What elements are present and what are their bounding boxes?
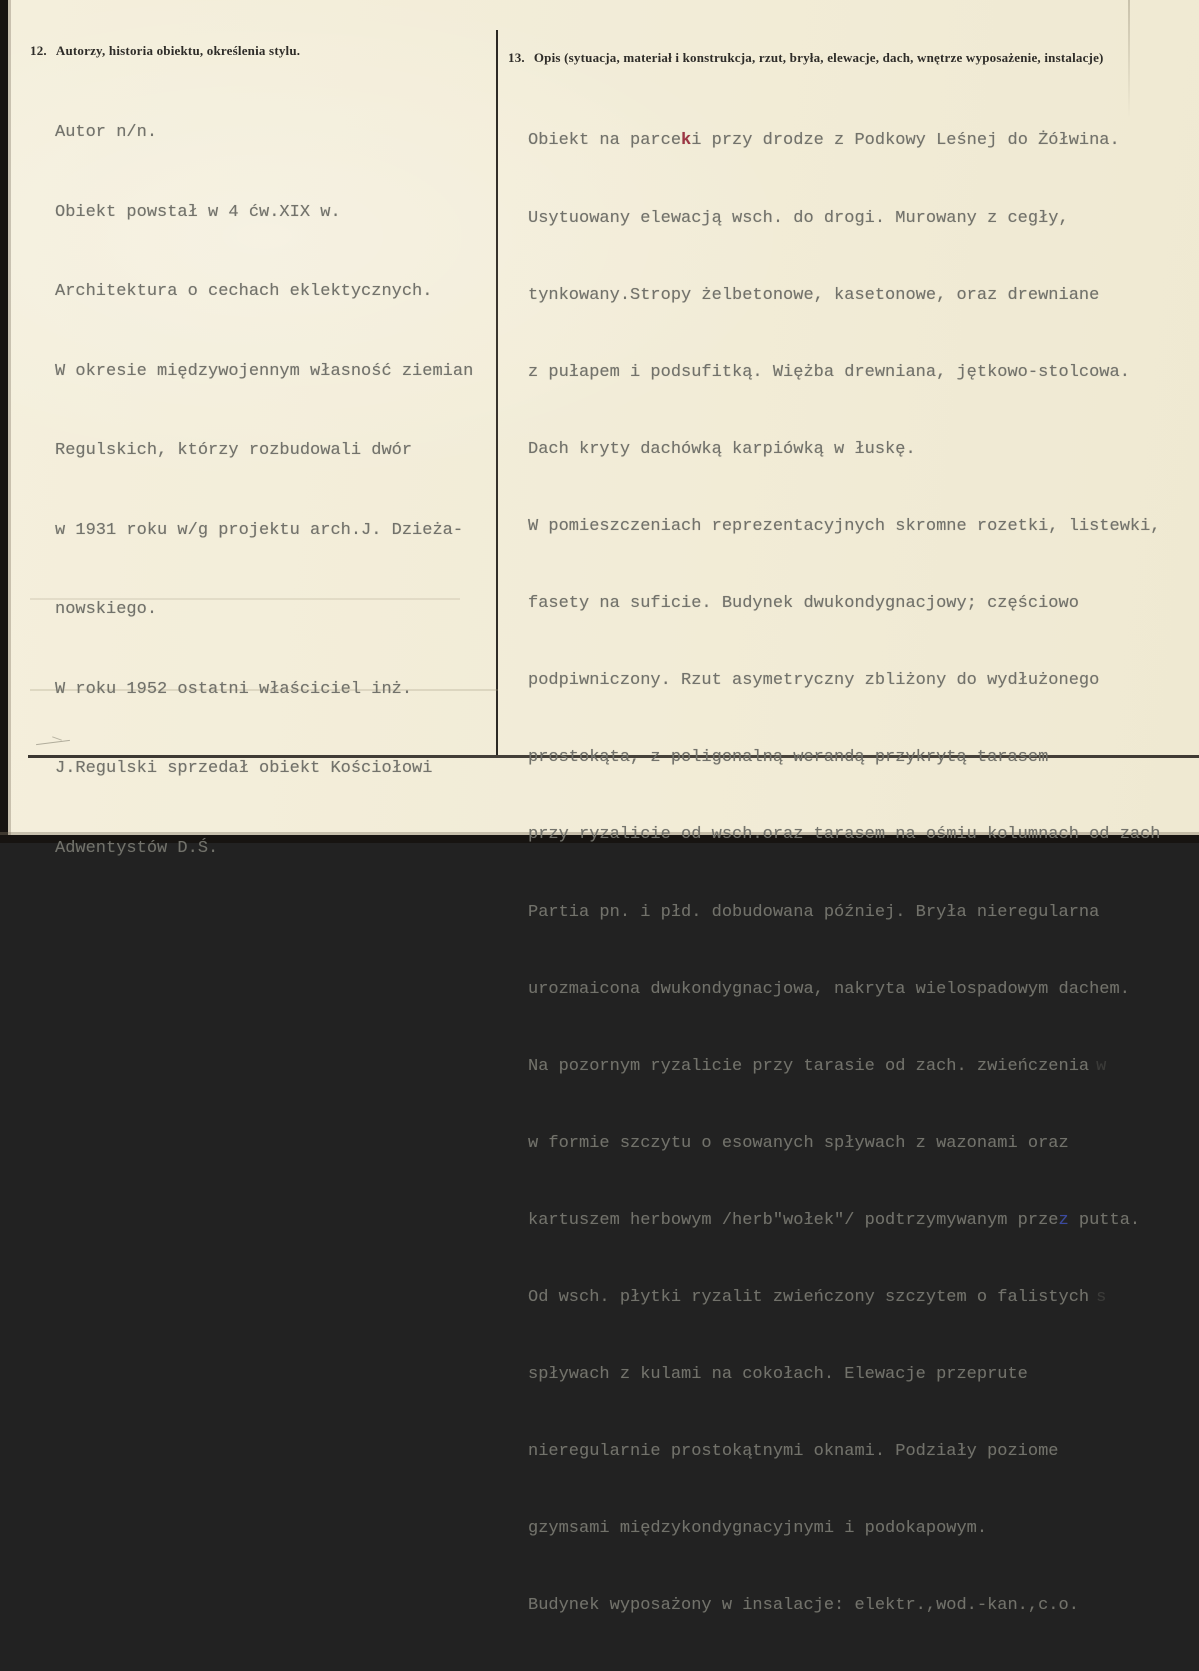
section-12-header: [30, 43, 300, 59]
blue-overtyped-char: z: [1058, 1210, 1069, 1230]
column-divider-line: [496, 30, 498, 758]
section-13-text-block: [528, 77, 1161, 1671]
typed-line: w formie szczytu o esowanych spływach z wazonami oraz: [528, 1133, 1069, 1153]
ghost-char: s: [1096, 1288, 1107, 1308]
typed-line: fasety na suficie. Budynek dwukondygnacjowy; częściowo: [528, 594, 1079, 614]
scan-edge-left-shadow: [8, 0, 11, 843]
red-overtyped-char: k: [681, 131, 692, 151]
typed-segment: kartuszem herbowym /herb"wołek"/ podtrzymywanym prze: [528, 1210, 1059, 1230]
typed-line: Budynek wyposażony w insalacje: elektr.,wod.-kan.,c.o.: [528, 1596, 1079, 1616]
typed-line: spływach z kulami na cokołach. Elewacje przeprute: [528, 1365, 1028, 1385]
typed-line: gzymsami międzykondygnacyjnymi i podokapowym.: [528, 1519, 988, 1539]
typed-line: nowskiego.: [55, 600, 158, 619]
section-12-number: 12.: [30, 43, 47, 58]
typed-line: [528, 1208, 1161, 1234]
section-13-number: 13.: [508, 50, 525, 65]
typed-segment: Na pozornym ryzalicie przy tarasie od zach. zwieńczenia: [528, 1056, 1090, 1076]
section-12-title: Autorzy, historia obiektu, określenia stylu.: [55, 43, 301, 58]
typed-line: Obiekt powstał w 4 ćw.XIX w.: [55, 202, 341, 222]
section-13-header: [508, 50, 1104, 66]
section-13-title: Opis (sytuacja, materiał i konstrukcja, rzut, bryła, elewacje, dach, wnętrze wyposażenie, instalacje): [533, 50, 1104, 65]
typed-line: z pułapem i podsufitką. Więżba drewniana, jętkowo-stolcowa.: [528, 362, 1130, 382]
section-12-text-block: [55, 67, 473, 915]
typed-line: W roku 1952 ostatni właściciel inż.: [55, 679, 413, 699]
typed-line: w 1931 roku w/g projektu arch.J. Dzieża-: [55, 520, 464, 540]
typed-line: J.Regulski sprzedał obiekt Kościołowi: [55, 759, 433, 778]
ghost-char: w: [1096, 1056, 1107, 1076]
typed-line: przy ryzalicie od wsch.oraz tarasem na ośmiu kolumnach od zach: [528, 825, 1161, 845]
typed-segment: Od wsch. płytki ryzalit zwieńczony szczytem o falistych: [528, 1288, 1090, 1308]
typed-line: [528, 1054, 1161, 1080]
typed-line: Architektura o cechach eklektycznych.: [55, 282, 433, 301]
typed-line: Usytuowany elewacją wsch. do drogi. Murowany z cegły,: [528, 208, 1069, 228]
typed-line: [528, 128, 1161, 154]
typed-line: Regulskich, którzy rozbudowali dwór: [55, 441, 413, 460]
typed-line: W okresie międzywojennym własność ziemian: [55, 361, 474, 381]
typed-line: Partia pn. i płd. dobudowana później. Bryła nieregularna: [528, 902, 1100, 922]
typed-line: Dach kryty dachówką karpiówką w łuskę.: [528, 439, 916, 459]
scan-edge-left: [0, 0, 8, 843]
typed-segment: i przy drodze z Podkowy Leśnej do Żółwina.: [691, 131, 1120, 151]
typed-line: Autor n/n.: [55, 123, 158, 142]
typed-segment: putta.: [1068, 1210, 1141, 1230]
typed-line: nieregularnie prostokątnymi oknami. Podziały poziome: [528, 1442, 1059, 1462]
typed-line: [528, 1285, 1161, 1311]
typed-line: W pomieszczeniach reprezentacyjnych skromne rozetki, listewki,: [528, 516, 1161, 536]
typed-line: urozmaicona dwukondygnacjowa, nakryta wielospadowym dachem.: [528, 979, 1130, 999]
typed-line: tynkowany.Stropy żelbetonowe, kasetonowe, oraz drewniane: [528, 285, 1100, 305]
typed-line: Adwentystów D.Ś.: [55, 838, 219, 858]
typed-segment: Obiekt na parce: [528, 131, 682, 151]
typed-line: prostokąta, z poligonalną werandą przykrytą tarasem: [528, 748, 1049, 768]
typed-line: podpiwniczony. Rzut asymetryczny zbliżony do wydłużonego: [528, 671, 1100, 691]
